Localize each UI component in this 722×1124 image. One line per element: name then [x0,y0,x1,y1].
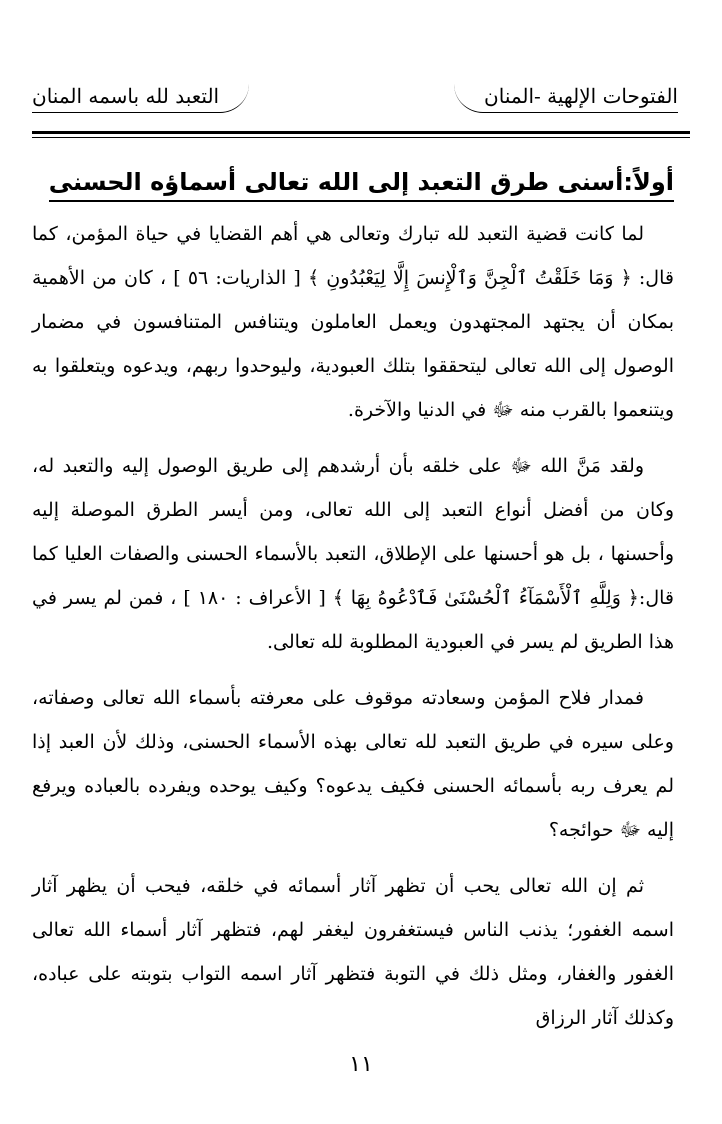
paragraph: فمدار فلاح المؤمن وسعادته موقوف على معرفته بأسماء الله تعالى وصفاته، وعلى سيره في طريق التعبد لله تعالى بهذه الأسماء الحسنى، وذلك لأن العبد إذا لم يعرف ربه بأسمائه الحسنى فكيف يدعوه؟ وكيف يوحده ويفرده بالعباده ويرفع إليه ﷻ حوائجه؟ [32,687,674,841]
chapter-title: التعبد لله باسمه المنان [32,84,249,113]
paragraph: ولقد مَنَّ الله ﷻ على خلقه بأن أرشدهم إلى طريق الوصول إليه والتعبد له، وكان من أفضل أنواع التعبد إلى الله تعالى، ومن أيسر الطرق الموصلة إليه وأحسنها ، بل هو أحسنها على الإطلاق، التعبد بالأسماء الحسنى والصفات العليا كما قال:﴿ وَلِلَّهِ ٱلْأَسْمَآءُ ٱلْحُسْنَىٰ فَٱدْعُوهُ بِهَا ﴾ [ الأعراف : ١٨٠ ] ، فمن لم يسر في هذا الطريق لم يسر في العبودية المطلوبة لله تعالى. [32,455,674,653]
book-title: الفتوحات الإلهية -المنان [454,84,678,113]
body-text [32,212,674,1052]
section-heading: أولاً:أسنى طرق التعبد إلى الله تعالى أسماؤه الحسنى [49,166,674,202]
header-rule-thick [32,131,690,134]
page-number: ١١ [349,1052,373,1077]
header-rule-thin [32,137,690,138]
page-header [32,84,678,114]
paragraph: ثم إن الله تعالى يحب أن تظهر آثار أسمائه في خلقه، فيحب أن يظهر آثار اسمه الغفور؛ يذنب الناس فيستغفرون ليغفر لهم، فتظهر آثار أسماء الله تعالى الغفور والغفار، ومثل ذلك في التوبة فتظهر آثار اسمه التواب بتوبته على عباده، وكذلك آثار الرزاق [32,875,674,1029]
paragraph: لما كانت قضية التعبد لله تبارك وتعالى هي أهم القضايا في حياة المؤمن، كما قال: ﴿ وَمَا خَلَقْتُ ٱلْجِنَّ وَٱلْإِنسَ إِلَّا لِيَعْبُدُونِ ﴾ [ الذاريات: ٥٦ ] ، كان من الأهمية بمكان أن يجتهد المجتهدون ويعمل العاملون ويتنافس المتنافسون في مضمار الوصول إلى الله تعالى ليتحققوا بتلك العبودية، وليوحدوا ربهم، ويدعوه ويتعلقوا به ويتنعموا بالقرب منه ﷻ في الدنيا والآخرة. [32,223,674,421]
